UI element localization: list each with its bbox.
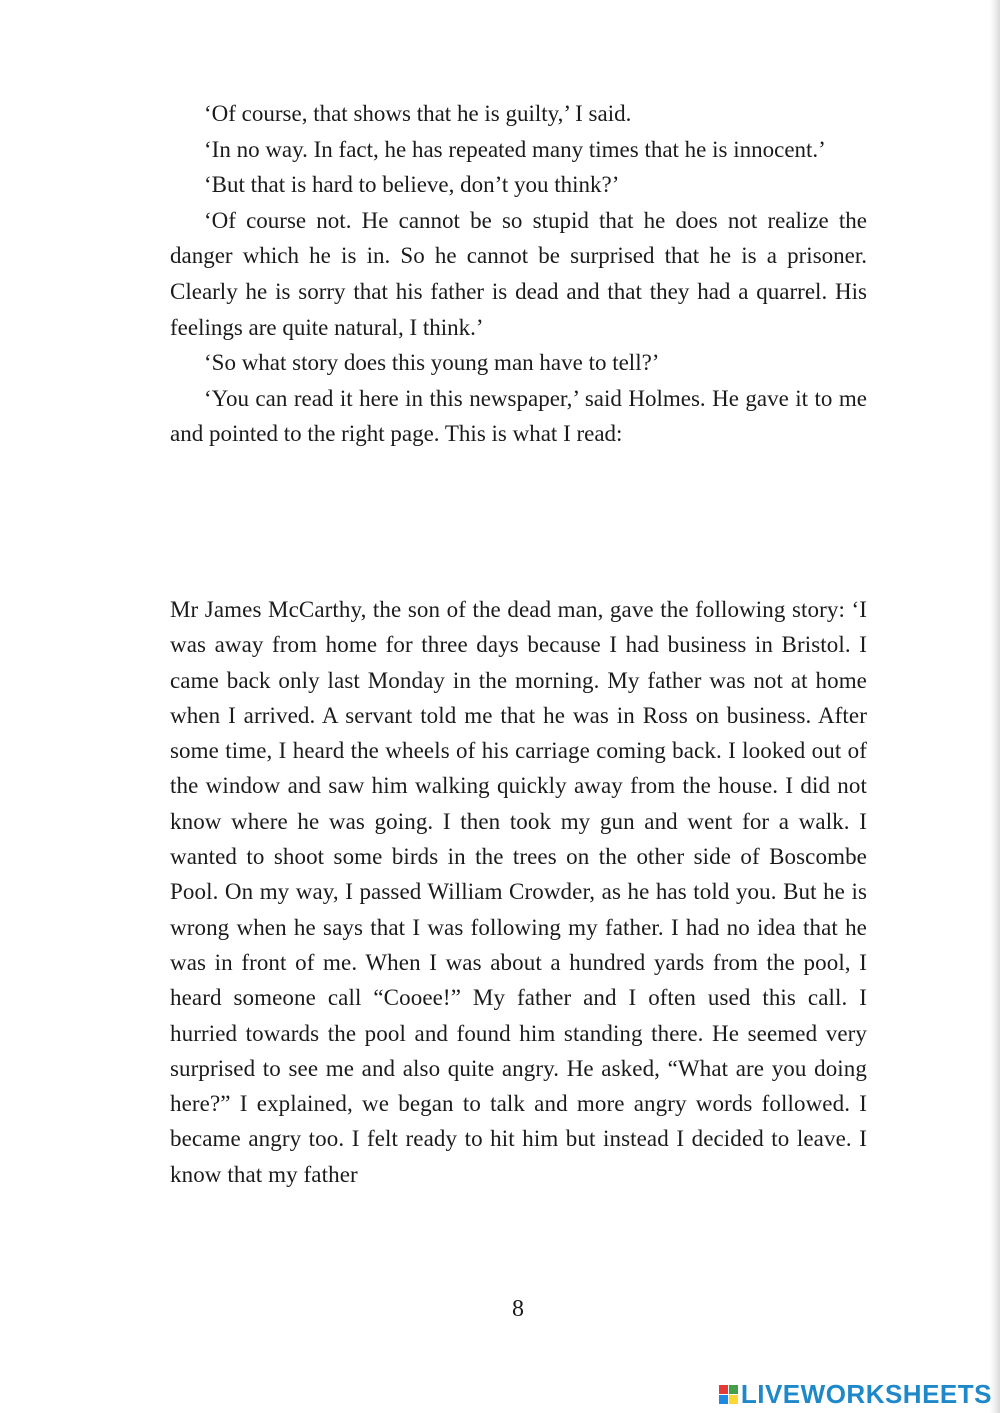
- liveworksheets-brand: [719, 1379, 992, 1409]
- logo-square-yellow: [729, 1395, 738, 1404]
- logo-square-red: [719, 1385, 728, 1394]
- dialogue-paragraph: ‘In no way. In fact, he has repeated many times that he is innocent.’: [204, 136, 826, 162]
- dialogue-paragraph: ‘Of course, that shows that he is guilty,’ I said.: [204, 101, 632, 126]
- logo-square-green: [729, 1385, 738, 1394]
- dialogue-paragraph: ‘Of course not. He cannot be so stupid that he does not realize the danger which he is in. So he cannot be surprised that he is a prisoner. Clearly he is sorry that his father is dead and that they had a quarrel. His feelings are quite natural, I think.’: [170, 207, 867, 340]
- dialogue-paragraph: ‘But that is hard to believe, don’t you think?’: [204, 172, 620, 198]
- logo-square-blue: [719, 1395, 728, 1404]
- dialogue-section: [170, 96, 867, 452]
- page-number: 8: [512, 1296, 524, 1322]
- liveworksheets-logo-icon: [719, 1385, 738, 1404]
- brand-name: LIVEWORKSHEETS: [740, 1378, 992, 1409]
- dialogue-paragraph: ‘You can read it here in this newspaper,’ said Holmes. He gave it to me and pointed to the right page. This is what I read:: [170, 385, 867, 447]
- newspaper-statement: Mr James McCarthy, the son of the dead man, gave the following story: ‘I was away from home for three days because I had business in Bristol. I came back only last Monday in the morning. My father was not at home when I arrived. A servant told me that he was in Ross on business. After some time, I heard the wheels of his carriage coming back. I looked out of the window and saw him walking quickly away from the house. I did not know where he was going. I then took my gun and went for a walk. I wanted to shoot some birds in the trees on the other side of Boscombe Pool. On my way, I passed William Crowder, as he has told you. But he is wrong when he says that I was following my father. I had no idea that he was in front of me. When I was about a hundred yards from the pool, I heard someone call “Cooee!” My father and I often used this call. I hurried towards the pool and found him standing there. He seemed very surprised to see me and also quite angry. He asked, “What are you doing here?” I explained, we began to talk and more angry words followed. I became angry too. I felt ready to hit him but instead I decided to leave. I know that my father: [170, 597, 867, 1187]
- dialogue-paragraph: ‘So what story does this young man have to tell?’: [204, 350, 660, 376]
